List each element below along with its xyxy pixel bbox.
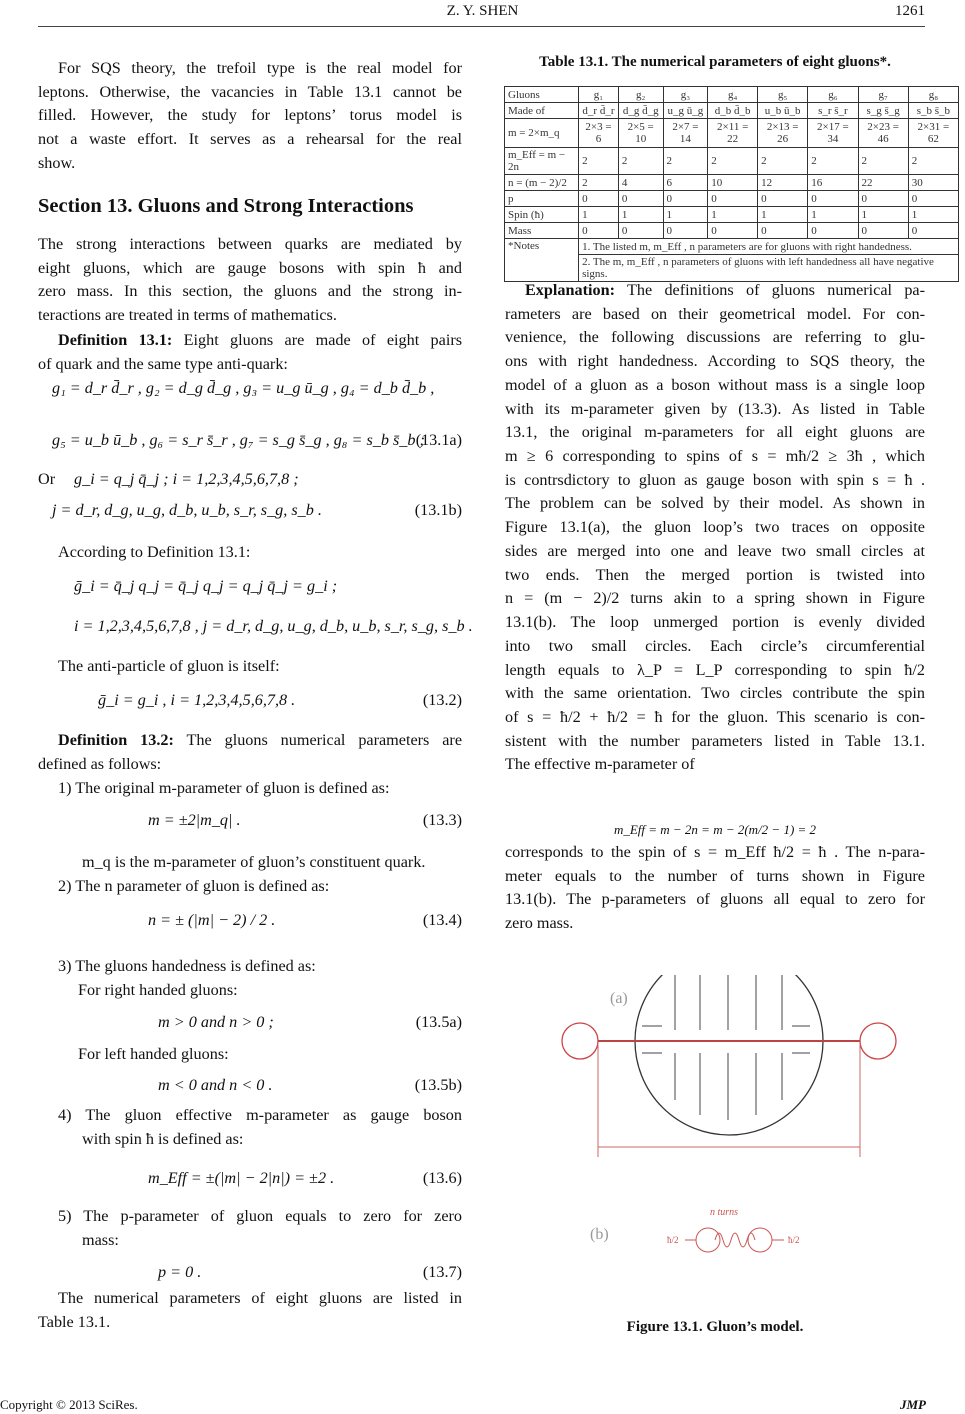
table-cell: 1 [758,207,808,223]
table-cell: 0 [758,223,808,239]
definition-line [38,730,462,750]
paragraph-line: 13.1(b). The p-parameters of gluons all equal to zero for [505,890,925,909]
equation-number: (13.2) [422,691,462,709]
paragraph-line: eight gluons, which are gauge bosons with spin ħ and [38,258,462,277]
table-cell: g₈ [908,87,958,103]
paragraph-line: The strong interactions between quarks are mediated by [38,235,462,253]
table-cell: g₆ [808,87,858,103]
table-cell: 1 [618,207,663,223]
or-label: Or [38,470,56,488]
n-turns-label: n turns [710,1207,739,1218]
table-caption: Table 13.1. The numerical parameters of eight gluons*. [539,54,891,70]
table-cell: 1 [579,207,619,223]
paragraph-line: meter equals to the number of turns shown in Figure [505,866,925,885]
paragraph-line: m_q is the m-parameter of gluon’s constituent quark. [82,853,426,871]
equation-number: (13.7) [422,1263,462,1281]
paragraph-line: zero mass. [505,914,574,933]
row-header: m = 2×m_q [505,119,579,148]
table-cell: g₅ [758,87,808,103]
paragraph-line: According to Definition 13.1: [58,543,251,561]
table-cell: 0 [858,223,908,239]
table-cell: u_b ū_b [758,103,808,119]
note-text: 2. The m, m_Eff , n parameters of gluons with left handedness all have negative signs. [579,255,959,282]
equation-number: (13.5a) [415,1013,462,1031]
equation: m_Eff = m − 2n = m − 2(m/2 − 1) = 2 [613,822,817,837]
definition-text: The gluons numerical parameters are [173,731,463,749]
figure-label-a: (a) [610,990,628,1007]
paragraph-line: with its m-parameter given by (13.3). As listed in Table [505,399,925,418]
table-cell: 0 [663,191,708,207]
paragraph-line: not a waste effort. It serves as a rehearsal for the real [38,130,462,149]
notes-label: *Notes [505,239,579,282]
paragraph-line: The effective m-parameter of [505,755,695,774]
table-cell: 0 [858,191,908,207]
definition-line: of quark and the same type anti-quark: [38,354,288,373]
table-cell: 4 [618,175,663,191]
row-header: Spin (ħ) [505,207,579,223]
equation-number: (13.5b) [414,1076,462,1094]
row-header: Made of [505,103,579,119]
equation: m = ±2|m_q| . [148,811,241,829]
equation: m < 0 and n < 0 . [158,1076,273,1094]
equation-number: (13.3) [422,811,462,829]
table-cell: 1 [858,207,908,223]
equation: i = 1,2,3,4,5,6,7,8 , j = d_r, d_g, u_g, d_b, u_b, s_r, s_g, s_b . [74,617,473,635]
field-arrows [642,975,810,1120]
table-cell: 2×7 = 14 [663,119,708,148]
paragraph-line: venience, the following discussions are referring to glu- [505,328,925,347]
definition-label: Definition 13.2: [58,731,174,749]
row-header: Gluons [505,87,579,103]
table-cell: 16 [808,175,858,191]
list-item: mass: [82,1231,119,1249]
half-spin-right: ħ/2 [788,1235,800,1245]
list-item: 3) The gluons handedness is defined as: [58,957,316,975]
table-row [505,223,959,239]
table-row [505,148,959,175]
table-cell: 0 [663,223,708,239]
table-cell: g₁ [579,87,619,103]
table-cell: g₄ [708,87,758,103]
table-cell: 2×13 = 26 [758,119,808,148]
table-cell: 1 [808,207,858,223]
table-cell: 1 [908,207,958,223]
equation: ḡ_i = g_i , i = 1,2,3,4,5,6,7,8 . [98,691,296,709]
paragraph-line: For right handed gluons: [78,981,238,999]
table-cell: 0 [808,223,858,239]
paragraph-line: two ends. Then the merged portion is twisted into [505,565,925,584]
paragraph-line: For left handed gluons: [78,1045,229,1063]
paragraph-text: The definitions of gluons numerical pa- [614,281,925,299]
paragraph-line: Table 13.1. [38,1312,111,1331]
journal-name: JMP [900,1397,926,1412]
table-cell: 2×3 = 6 [579,119,619,148]
figure-caption: Figure 13.1. Gluon’s model. [626,1319,804,1335]
equation: g₁ = d_r d̄_r , g₂ = d_g d̄_g , g₃ = u_g ū_g , g₄ = d_b d̄_b , [52,379,435,397]
paragraph-line [505,280,925,300]
table-cell: 2×5 = 10 [618,119,663,148]
left-small-circle [562,1023,598,1059]
table-cell: g₂ [618,87,663,103]
note-text: 1. The listed m, m_Eff , n parameters are for gluons with right handedness. [579,239,959,255]
table-cell: 1 [663,207,708,223]
gluon-loop-circle [635,975,823,1135]
equation: n = ± (|m| − 2) / 2 . [148,911,276,929]
table-row [505,87,959,103]
paragraph-line: sistent with the number parameters listed in Table 13.1. [505,731,925,750]
paragraph-line: into two small circles. Each circle’s circumferential [505,636,925,655]
list-item: 4) The gluon effective m-parameter as gauge boson [58,1106,462,1124]
table-cell: d_b d̄_b [708,103,758,119]
table-cell: g₇ [858,87,908,103]
table-row [505,175,959,191]
table-cell: 0 [808,191,858,207]
table-cell: 2 [579,175,619,191]
spring-coil [685,1228,784,1252]
equation: ḡ_i = q̄_j q_j = q̄_j q_j = q_j q̄_j = g_i ; [74,577,338,595]
paragraph-line: leptons. Otherwise, the vacancies in Table 13.1 cannot be [38,82,462,101]
table-cell: 1 [708,207,758,223]
definition-line [38,330,462,350]
equation: g_i = q_j q̄_j ; i = 1,2,3,4,5,6,7,8 ; [74,470,299,488]
equation: j = d_r, d_g, u_g, d_b, u_b, s_r, s_g, s_b . [52,501,322,519]
notes-row [505,239,959,255]
half-spin-left: ħ/2 [667,1235,679,1245]
table-row [505,207,959,223]
header-rule [38,26,925,27]
running-header-author: Z. Y. SHEN [446,3,519,19]
row-header: n = (m − 2)/2 [505,175,579,191]
definition-label: Definition 13.1: [58,331,173,349]
table-cell: 0 [579,191,619,207]
table-cell: d_g d̄_g [618,103,663,119]
table-cell: 22 [858,175,908,191]
paragraph-line: m ≥ 6 corresponding to spins of s = mħ/2 ≥ 3ħ , which [505,447,925,466]
table-cell: 2 [708,148,758,175]
table-cell: 2 [908,148,958,175]
table-cell: 0 [708,223,758,239]
paragraph-line: of s = ħ/2 + ħ/2 = ħ for the gluon. This scenario is con- [505,707,925,726]
table-cell: 0 [579,223,619,239]
table-cell: s_r s̄_r [808,103,858,119]
paragraph-line: model of a gluon as a boson without mass is a single loop [505,375,925,394]
table-cell: 2 [579,148,619,175]
table-cell: 6 [663,175,708,191]
page-number: 1261 [895,3,925,19]
table-cell: d_r d̄_r [579,103,619,119]
equation: m > 0 and n > 0 ; [158,1013,274,1031]
paragraph-line: zero mass. In this section, the gluons and the strong in- [38,282,462,301]
table-cell: u_g ū_g [663,103,708,119]
table-cell: 0 [618,223,663,239]
table-cell: 2 [758,148,808,175]
table-cell: 2×23 = 46 [858,119,908,148]
row-header: p [505,191,579,207]
list-item: 5) The p-parameter of gluon equals to zero for zero [58,1207,462,1225]
gluon-model-figure [560,975,900,1315]
paragraph-line: 13.1(b). The loop unmerged portion is evenly divided [505,613,925,632]
paragraph-line: is contrsdictory to gluon as gauge boson with spin s = ħ . [505,470,925,489]
table-cell: 2×11 = 22 [708,119,758,148]
paragraph-line: For SQS theory, the trefoil type is the real model for [58,59,462,77]
table-cell: 2 [663,148,708,175]
table-cell: 0 [908,223,958,239]
equation: p = 0 . [158,1263,202,1281]
paragraph-line: The anti-particle of gluon is itself: [58,657,280,675]
row-header: Mass [505,223,579,239]
table-cell: 2 [618,148,663,175]
table-cell: 2×17 = 34 [808,119,858,148]
table-cell: 2 [858,148,908,175]
row-header: m_Eff = m − 2n [505,148,579,175]
paragraph-line: show. [38,153,76,172]
paragraph-line: filled. However, the study for leptons’ torus model is [38,106,462,125]
equation-number: (13.6) [422,1169,462,1187]
section-heading: Section 13. Gluons and Strong Interactions [38,195,414,217]
table-cell: 10 [708,175,758,191]
equation: g₅ = u_b ū_b , g₆ = s_r s̄_r , g₇ = s_g s̄_g , g₈ = s_b s̄_b ; [52,431,425,449]
gluon-parameters-table [504,86,959,282]
definition-line: defined as follows: [38,754,162,773]
table-cell: s_g s̄_g [858,103,908,119]
table-cell: 0 [908,191,958,207]
equation-number: (13.4) [422,911,462,929]
definition-text: Eight gluons are made of eight pairs [172,331,463,349]
paragraph-line: teractions are treated in terms of mathematics. [38,306,337,325]
equation-number: (13.1b) [414,501,462,519]
paragraph-line: with the same orientation. Two circles contribute the spin [505,684,925,703]
paragraph-line: sides are merged into one and leave two small circles at [505,541,925,560]
table-cell: s_b s̄_b [908,103,958,119]
list-item: 1) The original m-parameter of gluon is defined as: [58,779,390,797]
paragraph-line: rameters are based on their geometrical model. For con- [505,304,925,323]
table-cell: 2 [808,148,858,175]
paragraph-line: The problem can be solved by their model. As shown in [505,494,925,513]
paragraph-line: n = (m − 2)/2 turns akin to a spring shown in Figure [505,589,925,608]
copyright: Copyright © 2013 SciRes. [0,1397,138,1412]
table-row [505,191,959,207]
table-cell: 0 [758,191,808,207]
paragraph-line: corresponds to the spin of s = m_Eff ħ/2 = ħ . The n-para- [505,843,925,861]
table-cell: g₃ [663,87,708,103]
equation-number: (13.1a) [415,431,462,449]
list-item: with spin ħ is defined as: [82,1130,244,1148]
paragraph-line: length equals to λ_P = L_P corresponding to spin ħ/2 [505,660,925,679]
paragraph-line: 13.1, the original m-parameters for all eight gluons are [505,423,925,442]
table-cell: 2×31 = 62 [908,119,958,148]
equation: m_Eff = ±(|m| − 2|n|) = ±2 . [148,1169,335,1187]
table-row [505,103,959,119]
explanation-label: Explanation: [525,281,615,299]
right-small-circle [860,1023,896,1059]
table-cell: 0 [618,191,663,207]
paragraph-line: The numerical parameters of eight gluons are listed in [58,1289,462,1307]
paragraph-line: Figure 13.1(a), the gluon loop’s two traces on opposite [505,518,925,537]
table-cell: 30 [908,175,958,191]
table-cell: 12 [758,175,808,191]
figure-label-b: (b) [590,1226,609,1243]
table-cell: 0 [708,191,758,207]
list-item: 2) The n parameter of gluon is defined as: [58,877,330,895]
table-row [505,119,959,148]
paragraph-line: ons with right handedness. According to SQS theory, the [505,352,925,371]
